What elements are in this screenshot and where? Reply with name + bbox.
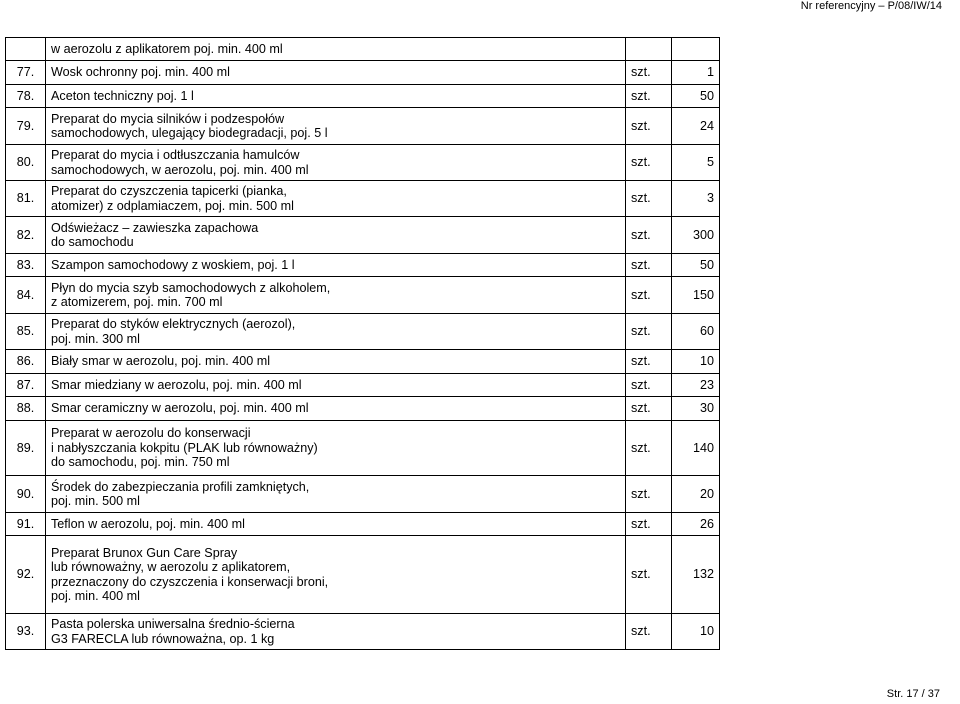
item-description: Aceton techniczny poj. 1 l [46,85,626,108]
table-row [6,181,720,217]
items-table-body [6,38,720,650]
table-row [6,277,720,314]
item-description: Płyn do mycia szyb samochodowych z alkoholem, z atomizerem, poj. min. 700 ml [46,277,626,314]
quantity-cell: 132 [672,536,720,614]
table-row [6,61,720,85]
quantity-cell: 24 [672,108,720,145]
quantity-cell: 140 [672,421,720,476]
unit-cell: szt. [626,536,672,614]
unit-cell [626,38,672,61]
unit-cell: szt. [626,145,672,181]
row-number: 85. [6,314,46,350]
table-row [6,476,720,513]
row-number: 81. [6,181,46,217]
quantity-cell: 23 [672,374,720,397]
reference-number: Nr referencyjny – P/08/IW/14 [800,0,942,12]
row-number: 91. [6,513,46,536]
page-number: Str. 17 / 37 [886,688,940,700]
row-number [6,38,46,61]
item-description: w aerozolu z aplikatorem poj. min. 400 ml [46,38,626,61]
quantity-cell: 5 [672,145,720,181]
quantity-cell: 50 [672,85,720,108]
unit-cell: szt. [626,350,672,374]
quantity-cell: 30 [672,397,720,421]
unit-cell: szt. [626,254,672,277]
unit-cell: szt. [626,61,672,85]
quantity-cell: 3 [672,181,720,217]
item-description: Smar miedziany w aerozolu, poj. min. 400 ml [46,374,626,397]
row-number: 84. [6,277,46,314]
table-row [6,374,720,397]
row-number: 89. [6,421,46,476]
table-row [6,397,720,421]
row-number: 79. [6,108,46,145]
item-description: Środek do zabezpieczania profili zamkniętych, poj. min. 500 ml [46,476,626,513]
table-row [6,145,720,181]
row-number: 93. [6,614,46,650]
item-description: Preparat Brunox Gun Care Spray lub równoważny, w aerozolu z aplikatorem, przeznaczony do czyszczenia i konserwacji broni, poj. min. 400 ml [46,536,626,614]
table-row [6,350,720,374]
unit-cell: szt. [626,476,672,513]
item-description: Preparat w aerozolu do konserwacji i nabłyszczania kokpitu (PLAK lub równoważny) do samochodu, poj. min. 750 ml [46,421,626,476]
table-row [6,614,720,650]
quantity-cell: 10 [672,614,720,650]
table-row [6,513,720,536]
item-description: Wosk ochronny poj. min. 400 ml [46,61,626,85]
table-row [6,85,720,108]
items-table [5,37,720,650]
quantity-cell: 1 [672,61,720,85]
table-row [6,421,720,476]
unit-cell: szt. [626,614,672,650]
quantity-cell: 50 [672,254,720,277]
row-number: 90. [6,476,46,513]
table-row [6,536,720,614]
unit-cell: szt. [626,374,672,397]
table-row [6,254,720,277]
quantity-cell: 10 [672,350,720,374]
table-row [6,38,720,61]
row-number: 86. [6,350,46,374]
unit-cell: szt. [626,314,672,350]
item-description: Pasta polerska uniwersalna średnio-ścierna G3 FARECLA lub równoważna, op. 1 kg [46,614,626,650]
item-description: Teflon w aerozolu, poj. min. 400 ml [46,513,626,536]
item-description: Preparat do mycia silników i podzespołów samochodowych, ulegający biodegradacji, poj. 5 l [46,108,626,145]
quantity-cell: 300 [672,217,720,254]
row-number: 88. [6,397,46,421]
item-description: Biały smar w aerozolu, poj. min. 400 ml [46,350,626,374]
quantity-cell: 20 [672,476,720,513]
unit-cell: szt. [626,108,672,145]
table-row [6,314,720,350]
row-number: 80. [6,145,46,181]
quantity-cell [672,38,720,61]
unit-cell: szt. [626,217,672,254]
unit-cell: szt. [626,277,672,314]
item-description: Odświeżacz – zawieszka zapachowa do samochodu [46,217,626,254]
unit-cell: szt. [626,85,672,108]
row-number: 83. [6,254,46,277]
unit-cell: szt. [626,513,672,536]
unit-cell: szt. [626,181,672,217]
quantity-cell: 60 [672,314,720,350]
item-description: Smar ceramiczny w aerozolu, poj. min. 400 ml [46,397,626,421]
table-row [6,108,720,145]
quantity-cell: 26 [672,513,720,536]
row-number: 78. [6,85,46,108]
unit-cell: szt. [626,397,672,421]
item-description: Preparat do czyszczenia tapicerki (pianka, atomizer) z odplamiaczem, poj. min. 500 ml [46,181,626,217]
item-description: Preparat do styków elektrycznych (aerozol), poj. min. 300 ml [46,314,626,350]
unit-cell: szt. [626,421,672,476]
row-number: 82. [6,217,46,254]
row-number: 92. [6,536,46,614]
row-number: 77. [6,61,46,85]
item-description: Preparat do mycia i odtłuszczania hamulców samochodowych, w aerozolu, poj. min. 400 ml [46,145,626,181]
table-row [6,217,720,254]
quantity-cell: 150 [672,277,720,314]
item-description: Szampon samochodowy z woskiem, poj. 1 l [46,254,626,277]
row-number: 87. [6,374,46,397]
